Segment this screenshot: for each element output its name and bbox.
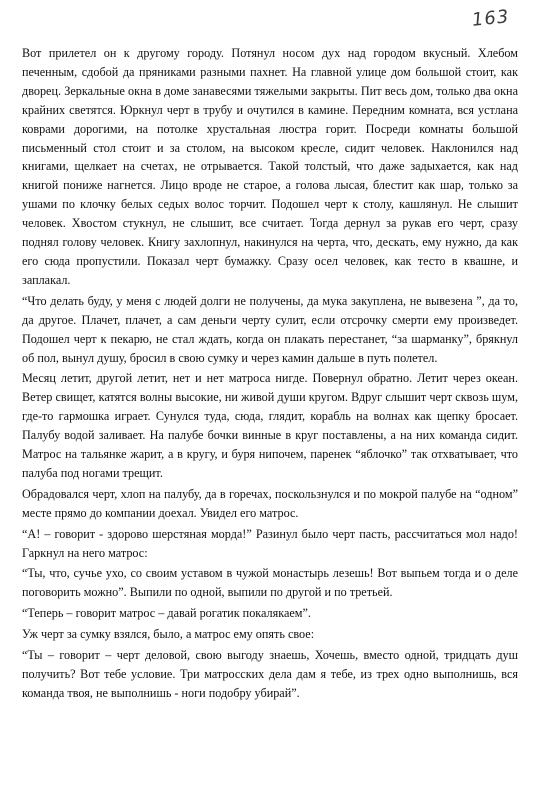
page-number: 163 xyxy=(470,6,510,31)
paragraph: “Что делать буду, у меня с людей долги не получены, да мука закуплена, не вывезена ”, да то, да другое. Плачет, плачет, а сам деньги черту сулит, если отсрочку смерти ему произведет. Подошел черт к пекарю, не стал ждать, когда он плакать перестанет, “за шарманку”, брякнул об пол, вынул душу, бросил в свою сумку и через камин дальше в путь полетел. xyxy=(22,293,518,365)
paragraph: Вот прилетел он к другому городу. Потянул носом дух над городом вкусный. Хлебом печенным, сдобой да пряниками разными пахнет. На главной улице дом большой стоит, как дворец. Зеркальные окна в доме занавесями тяжелыми закрыты. Пит весь дом, только два окна крайних светятся. Юркнул черт в трубу и очутился в камине. Передним комната, вся устлана коврами дорогими, на потолке хрустальная люстра горит. Посреди комнаты большой письменный стол стоит и за столом, на высоком кресле, сидит человек. Наклонился над книгами, щелкает на счетах, не отрывается. Такой толстый, что даже задыхается, как над книгой пониже нагнется. Лицо вроде не старое, а голова лысая, блестит как шар, только за ушами по клочку белых седых волос торчит. Подошел черт к столу, кашлянул. Не слышит человек. Хвостом стукнул, не слышит, все считает. Тогда дернул за рукав его черт, сразу поднял голову человек. Книгу захлопнул, накинулся на черта, что, дескать, ему нужно, да как его сюда пропустили. Показал черт бумажку. Сразу осел человек, как тесто в квашне, и заплакал. xyxy=(22,46,518,287)
paragraph: Месяц летит, другой летит, нет и нет матроса нигде. Повернул обратно. Летит через океан. Ветер свищет, катятся волны высокие, ни живой души кругом. Вдруг слышит черт сквозь шум, где-то гармошка играет. Сунулся туда, сюда, глядит, корабль на волнах как щепку бросает. Палубу водой заливает. На палубе бочки винные в круг поставлены, а на них команда сидит. Матрос на тальянке жарит, а в кругу, и буря нипочем, паренек “яблочко” так отхватывает, что палуба под ногами трещит. xyxy=(22,371,518,480)
paragraph: Обрадовался черт, хлоп на палубу, да в горечах, поскользнулся и по мокрой палубе на “одном” месте прямо до компании доехал. Увидел его матрос. xyxy=(22,486,518,520)
paragraph: Уж черт за сумку взялся, было, а матрос ему опять свое: xyxy=(22,627,315,642)
document-body xyxy=(22,44,518,703)
paragraph: “Теперь – говорит матрос – давай рогатик покалякаем”. xyxy=(22,606,311,621)
paragraph: “А! – говорит - здорово шерстяная морда!” Разинул было черт пасть, рассчитаться мол надо! Гаркнул на него матрос: xyxy=(22,526,518,560)
paragraph: “Ты, что, сучье ухо, со своим уставом в чужой монастырь лезешь! Вот выпьем тогда и о деле поговорить можно”. Выпили по одной, выпили по другой и по третьей. xyxy=(22,566,518,600)
paragraph: “Ты – говорит – черт деловой, свою выгоду знаешь, Хочешь, вместо одной, тридцать душ получить? Вот тебе условие. Три матросских дела дам я тебе, из трех одно выполнишь, вся команда твоя, не выполнишь - ноги подобру убирай”. xyxy=(22,648,518,700)
